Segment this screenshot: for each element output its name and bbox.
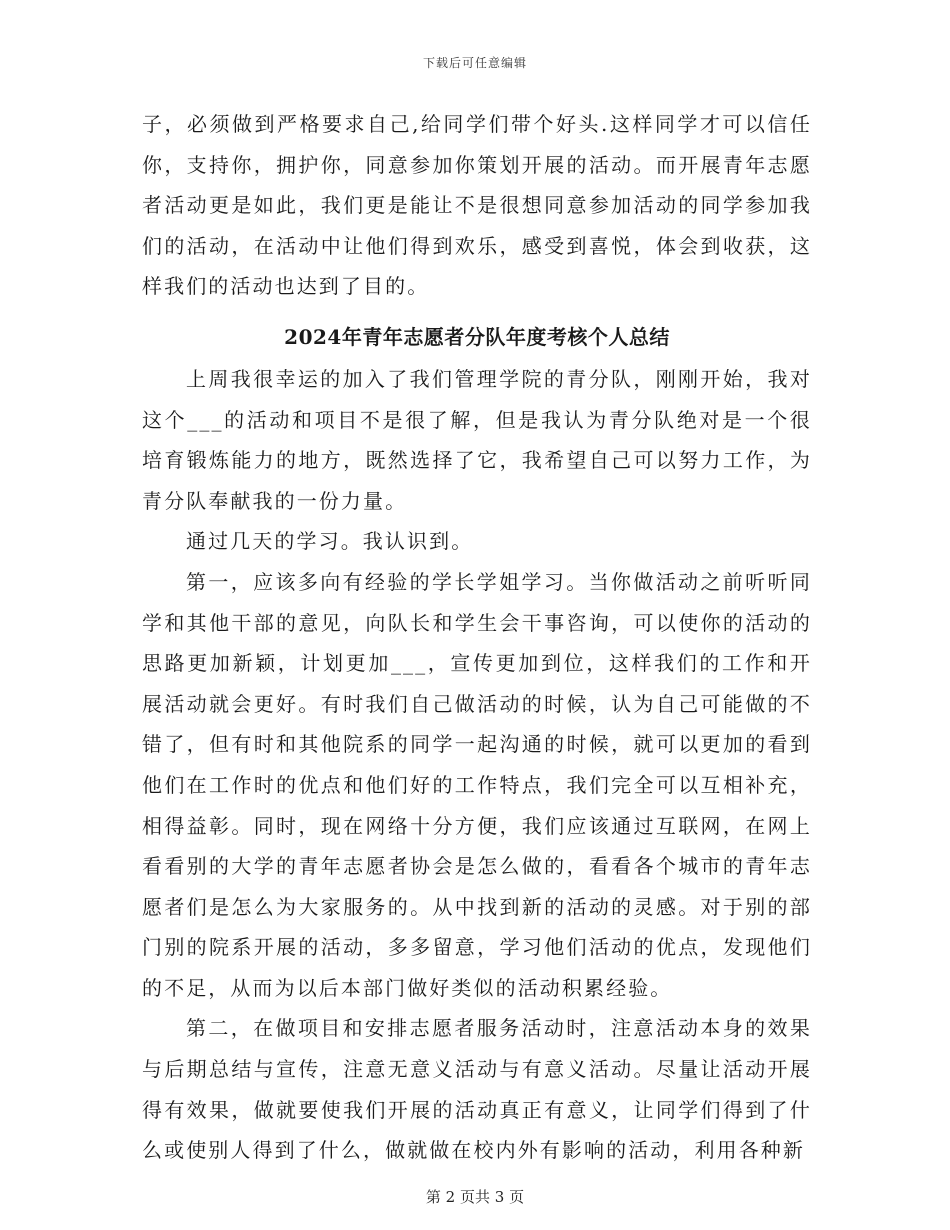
page-number: 第 2 页共 3 页 [425,1188,525,1206]
page-header: 下载后可任意编辑 [422,56,527,70]
paragraph-point-one: 第一，应该多向有经验的学长学姐学习。当你做活动之前听听同学和其他干部的意见，向队长和学生会干事咨询，可以使你的活动的思路更加新颖，计划更加___，宣传更加到位，这样我们的工作和开展活动就会更好。有时我们自己做活动的时候，认为自己可能做的不错了，但有时和其他院系的同学一起沟通的时候，就可以更加的看到他们在工作时的优点和他们好的工作特点，我们完全可以互相补充，相得益彰。同时，现在网络十分方便，我们应该通过互联网，在网上看看别的大学的青年志愿者协会是怎么做的，看看各个城市的青年志愿者们是怎么为大家服务的。从中找到新的活动的灵感。对于别的部门别的院系开展的活动，多多留意，学习他们活动的优点，发现他们的不足，从而为以后本部门做好类似的活动积累经验。 [142,569,812,1000]
paragraph-continued: 子，必须做到严格要求自己,给同学们带个好头.这样同学才可以信任你，支持你，拥护你，同意参加你策划开展的活动。而开展青年志愿者活动更是如此，我们更是能让不是很想同意参加活动的同学参加我们的活动，在活动中让他们得到欢乐，感受到喜悦，体会到收获，这样我们的活动也达到了目的。 [142,112,812,299]
document-body [142,104,812,1171]
paragraph-learning: 通过几天的学习。我认识到。 [186,529,474,554]
section-title: 2024年青年志愿者分队年度考核个人总结 [284,324,670,349]
paragraph-intro: 上周我很幸运的加入了我们管理学院的青分队，刚刚开始，我对这个___的活动和项目不是很了解，但是我认为青分队绝对是一个很培育锻炼能力的地方，既然选择了它，我希望自己可以努力工作，为青分队奉献我的一份力量。 [142,366,812,513]
paragraph-point-two: 第二，在做项目和安排志愿者服务活动时，注意活动本身的效果与后期总结与宣传，注意无意义活动与有意义活动。尽量让活动开展得有效果，做就要使我们开展的活动真正有意义，让同学们得到了什么或使别人得到了什么，做就做在校内外有影响的活动，利用各种新 [142,1016,812,1163]
